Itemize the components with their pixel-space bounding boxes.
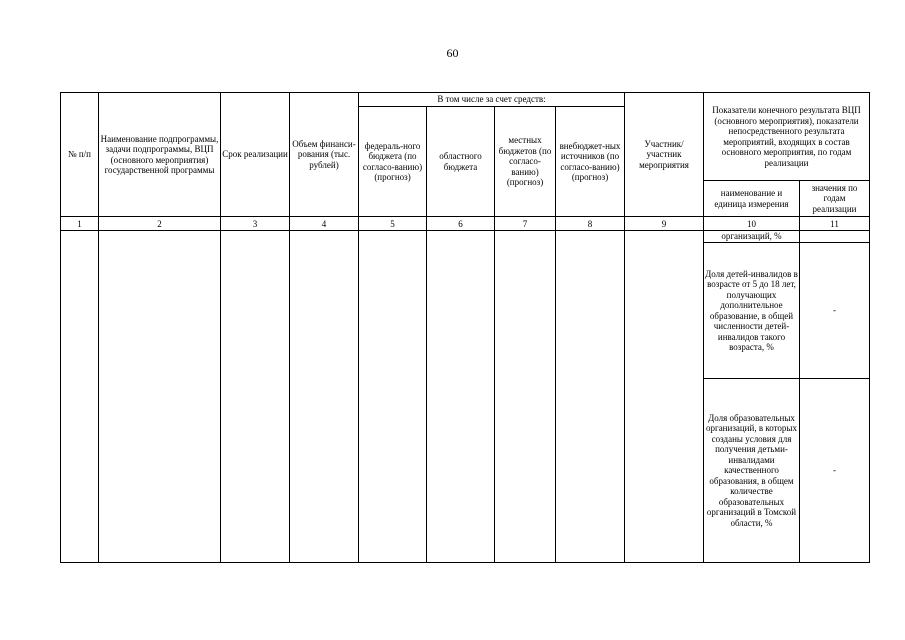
indicator-name: организаций, % (704, 231, 800, 243)
header-federal-budget: федераль-ного бюджета (по согласо-ванию) (прогноз) (359, 107, 427, 217)
column-number: 10 (704, 217, 800, 231)
column-number: 2 (99, 217, 221, 231)
program-table (60, 92, 870, 563)
column-number: 1 (61, 217, 99, 231)
body-cell-term (221, 231, 290, 563)
header-financing-volume: Объем финанси-рования (тыс. рублей) (290, 93, 359, 217)
header-indicators-group: Показатели конечного результата ВЦП (основного мероприятия), показатели непосредственного результата мероприятий, входящих в состав основного мероприятия, по годам реализации (704, 93, 870, 181)
body-cell-regional-budget (427, 231, 495, 563)
column-number: 9 (625, 217, 704, 231)
indicator-name: Доля детей-инвалидов в возрасте от 5 до 18 лет, получающих дополнительное образование, в общей численности детей-инвалидов такого возраста, % (704, 243, 800, 379)
header-number: № п/п (61, 93, 99, 217)
body-cell-participant (625, 231, 704, 563)
body-cell-federal-budget (359, 231, 427, 563)
indicator-name: Доля образовательных организаций, в которых созданы условия для получения детьми-инвалидами качественного образования, в общем количестве образовательных организаций в Томской области, % (704, 379, 800, 563)
header-participant: Участник/ участник мероприятия (625, 93, 704, 217)
column-number: 3 (221, 217, 290, 231)
header-subprogram-name: Наименование подпрограммы, задачи подпрограммы, ВЦП (основного мероприятия) государственной программы (99, 93, 221, 217)
body-cell-local-budgets (495, 231, 556, 563)
body-cell-financing-volume (290, 231, 359, 563)
header-regional-budget: областного бюджета (427, 107, 495, 217)
indicator-value: - (800, 379, 870, 563)
header-term: Срок реализации (221, 93, 290, 217)
page-number: 60 (446, 46, 459, 60)
body-cell-number (61, 231, 99, 563)
column-number: 4 (290, 217, 359, 231)
column-number: 8 (556, 217, 625, 231)
column-number: 7 (495, 217, 556, 231)
body-cell-extrabudgetary (556, 231, 625, 563)
header-indicator-name: наименование и единица измерения (704, 181, 800, 217)
header-indicator-values: значения по годам реализации (800, 181, 870, 217)
header-local-budgets: местных бюджетов (по согласо-ванию) (прогноз) (495, 107, 556, 217)
column-number: 6 (427, 217, 495, 231)
column-number: 5 (359, 217, 427, 231)
column-number: 11 (800, 217, 870, 231)
header-extrabudgetary: внебюджет-ных источников (по согласо-ванию) (прогноз) (556, 107, 625, 217)
indicator-value: - (800, 243, 870, 379)
indicator-value (800, 231, 870, 243)
header-budget-group: В том числе за счет средств: (359, 93, 625, 107)
body-cell-subprogram-name (99, 231, 221, 563)
